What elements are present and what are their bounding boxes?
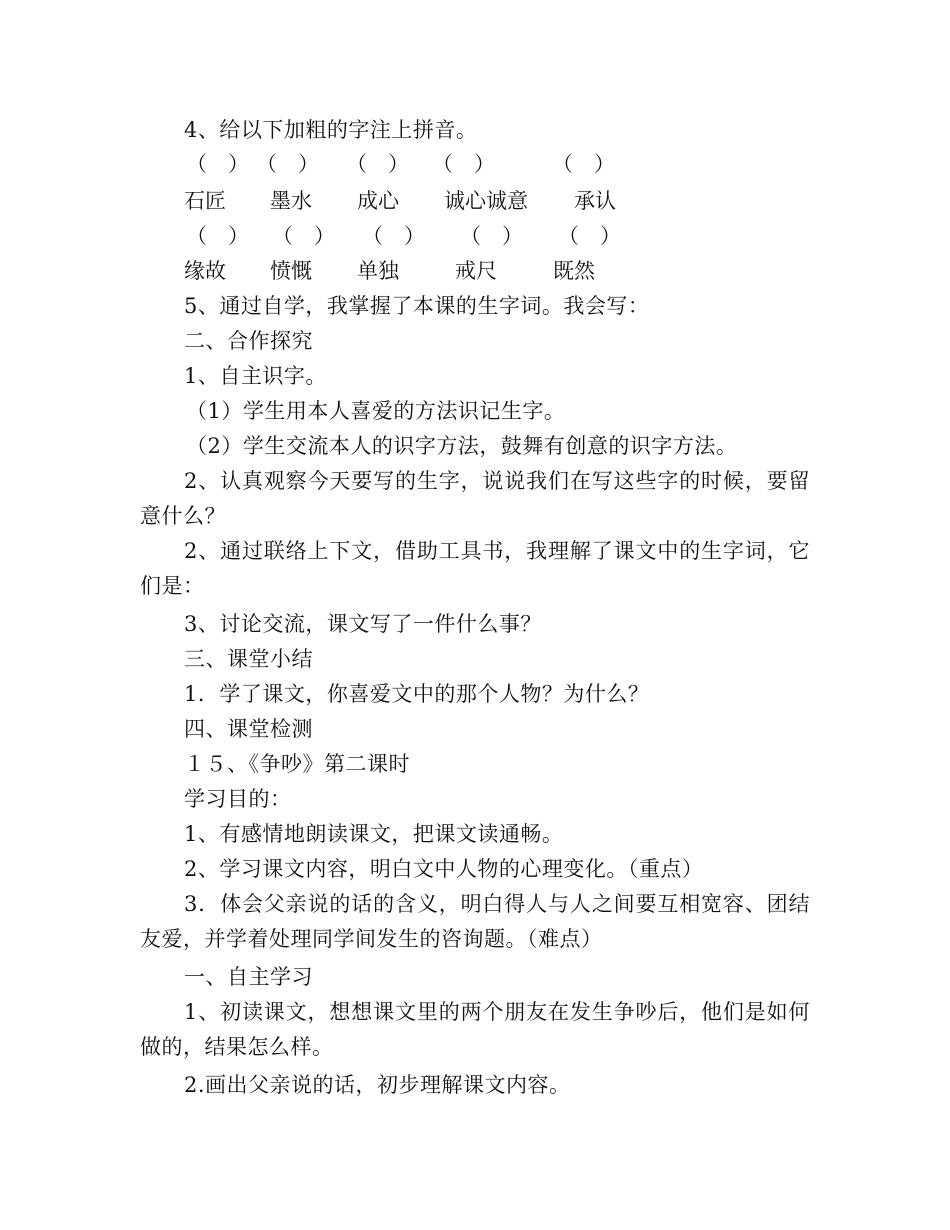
section-3-heading: 三、课堂小结 xyxy=(184,647,313,671)
word: 石匠 xyxy=(184,189,226,213)
word: 缘故 xyxy=(184,259,226,283)
item-2-3: 3、讨论交流，课文写了一件什么事？ xyxy=(184,612,542,636)
pinyin-blank: （ ） xyxy=(186,224,249,248)
item-2-2a: 2、认真观察今天要写的生字，说说我们在写这些字的时候，要留意什么？ xyxy=(140,469,810,528)
lesson-title: １５、《争吵》第二课时 xyxy=(184,752,410,776)
pinyin-blank: （ ） xyxy=(346,152,409,176)
pinyin-row-1 xyxy=(0,152,950,178)
pinyin-row-2 xyxy=(0,224,950,250)
item-2-1b: （2）学生交流本人的识字方法，鼓舞有创意的识字方法。 xyxy=(186,434,738,458)
item-2-2b: 2、通过联络上下文，借助工具书，我理解了课文中的生字词，它们是： xyxy=(140,539,810,598)
goal-2: 2、学习课文内容，明白文中人物的心理变化。（重点） xyxy=(184,857,704,881)
item-2-1a: （1）学生用本人喜爱的方法识记生字。 xyxy=(186,399,566,423)
word: 愤慨 xyxy=(270,259,312,283)
pinyin-blank: （ ） xyxy=(272,224,335,248)
section-2-heading: 二、合作探究 xyxy=(184,329,313,353)
pinyin-blank: （ ） xyxy=(186,152,249,176)
word: 成心 xyxy=(357,189,399,213)
pinyin-blank: （ ） xyxy=(460,224,523,248)
word: 单独 xyxy=(357,259,399,283)
question-4-title: 4、给以下加粗的字注上拼音。 xyxy=(184,118,478,142)
word: 承认 xyxy=(574,189,616,213)
words-row-2 xyxy=(0,259,950,285)
item-3-1: 1．学了课文，你喜爱文中的那个人物？为什么？ xyxy=(184,682,650,706)
item-2-1: 1、自主识字。 xyxy=(184,364,327,388)
pinyin-blank: （ ） xyxy=(552,152,615,176)
task-1: 1、初读课文，想想课文里的两个朋友在发生争吵后，他们是如何做的，结果怎么样。 xyxy=(140,1000,810,1059)
task-2: 2.画出父亲说的话，初步理解课文内容。 xyxy=(184,1073,571,1097)
goal-3: 3．体会父亲说的话的含义，明白得人与人之间要互相宽容、团结友爱，并学着处理同学间发生的咨询题。（难点） xyxy=(140,892,810,951)
words-row-1 xyxy=(0,189,950,215)
pinyin-blank: （ ） xyxy=(432,152,495,176)
pinyin-blank: （ ） xyxy=(558,224,621,248)
word: 诚心诚意 xyxy=(444,189,528,213)
word: 戒尺 xyxy=(455,259,497,283)
word: 既然 xyxy=(553,259,595,283)
goal-1: 1、有感情地朗读课文，把课文读通畅。 xyxy=(184,822,564,846)
section-4-heading: 四、课堂检测 xyxy=(184,717,313,741)
word: 墨水 xyxy=(270,189,312,213)
section-1b-heading: 一、自主学习 xyxy=(184,965,313,989)
pinyin-blank: （ ） xyxy=(256,152,319,176)
question-5: 5、通过自学，我掌握了本课的生字词。我会写： xyxy=(184,294,650,318)
pinyin-blank: （ ） xyxy=(362,224,425,248)
goals-title: 学习目的： xyxy=(184,787,292,811)
